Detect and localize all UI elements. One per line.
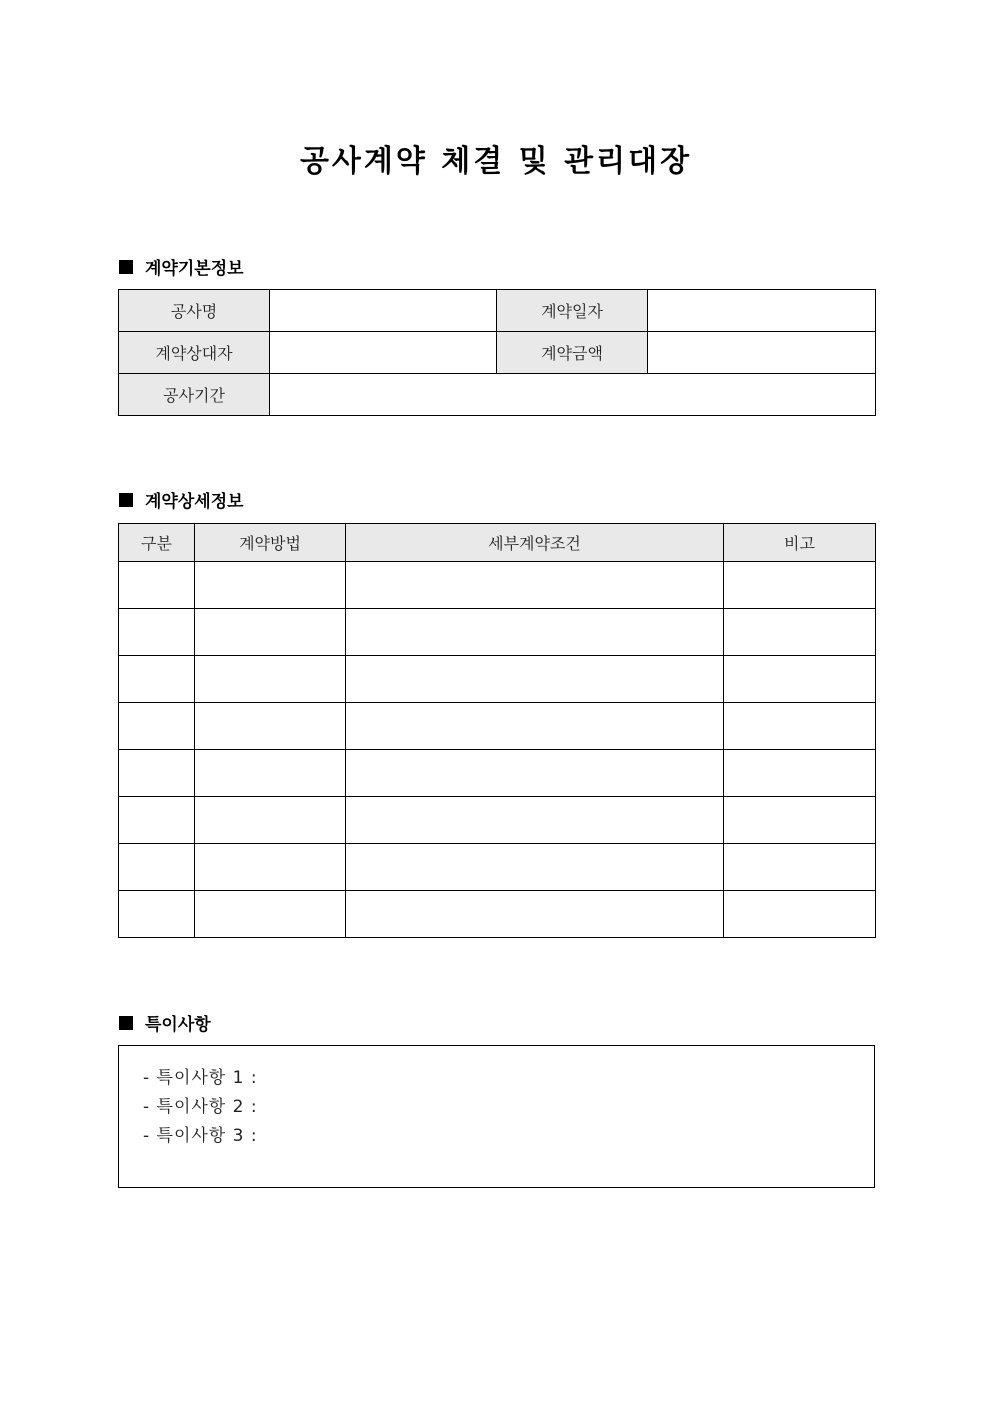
column-header-method: 계약방법 (195, 524, 346, 562)
section-heading-basic (119, 254, 244, 279)
period-label: 공사기간 (119, 374, 270, 416)
square-bullet-icon (119, 260, 133, 274)
table-cell[interactable] (346, 703, 724, 750)
table-cell[interactable] (724, 750, 876, 797)
table-cell[interactable] (346, 656, 724, 703)
section-heading-notes (119, 1010, 211, 1035)
column-header-category: 구분 (119, 524, 195, 562)
table-cell[interactable] (119, 797, 195, 844)
counterparty-label: 계약상대자 (119, 332, 270, 374)
project-name-label: 공사명 (119, 290, 270, 332)
project-name-field[interactable] (270, 290, 497, 332)
table-cell[interactable] (195, 609, 346, 656)
table-cell[interactable] (724, 656, 876, 703)
page-title: 공사계약 체결 및 관리대장 (299, 144, 693, 179)
table-cell[interactable] (346, 750, 724, 797)
table-row (119, 797, 876, 844)
section-heading-basic-label: 계약기본정보 (145, 259, 244, 279)
table-row (119, 750, 876, 797)
period-field[interactable] (270, 374, 876, 416)
section-heading-detail-label: 계약상세정보 (145, 492, 244, 512)
table-cell[interactable] (195, 844, 346, 891)
table-row (119, 609, 876, 656)
table-cell[interactable] (195, 797, 346, 844)
table-cell[interactable] (724, 891, 876, 938)
table-cell[interactable] (195, 703, 346, 750)
table-cell[interactable] (119, 656, 195, 703)
table-cell[interactable] (195, 891, 346, 938)
basic-info-table (118, 289, 876, 416)
notes-list (119, 1046, 874, 1151)
table-row (119, 844, 876, 891)
table-row (119, 703, 876, 750)
notes-box[interactable] (118, 1045, 875, 1188)
table-cell[interactable] (346, 797, 724, 844)
table-row (119, 656, 876, 703)
table-cell[interactable] (119, 844, 195, 891)
detail-info-table (118, 523, 876, 938)
list-item: - 특이사항 1 : (143, 1068, 258, 1088)
table-cell[interactable] (119, 703, 195, 750)
table-cell[interactable] (119, 750, 195, 797)
table-cell[interactable] (195, 750, 346, 797)
list-item: - 특이사항 2 : (143, 1097, 258, 1117)
table-cell[interactable] (346, 609, 724, 656)
table-cell[interactable] (724, 703, 876, 750)
table-cell[interactable] (119, 562, 195, 609)
table-cell[interactable] (346, 844, 724, 891)
list-item: - 특이사항 3 : (143, 1126, 258, 1146)
contract-amount-label: 계약금액 (497, 332, 648, 374)
table-cell[interactable] (346, 891, 724, 938)
table-cell[interactable] (724, 797, 876, 844)
table-row (119, 562, 876, 609)
square-bullet-icon (119, 1016, 133, 1030)
contract-amount-field[interactable] (648, 332, 876, 374)
table-row (119, 374, 876, 416)
table-cell[interactable] (195, 656, 346, 703)
counterparty-field[interactable] (270, 332, 497, 374)
contract-date-field[interactable] (648, 290, 876, 332)
table-row (119, 290, 876, 332)
section-heading-detail (119, 487, 244, 512)
column-header-remarks: 비고 (724, 524, 876, 562)
column-header-conditions: 세부계약조건 (346, 524, 724, 562)
table-header-row (119, 524, 876, 562)
table-cell[interactable] (119, 609, 195, 656)
table-cell[interactable] (724, 844, 876, 891)
table-cell[interactable] (724, 609, 876, 656)
table-cell[interactable] (724, 562, 876, 609)
table-row (119, 891, 876, 938)
table-cell[interactable] (195, 562, 346, 609)
contract-date-label: 계약일자 (497, 290, 648, 332)
section-heading-notes-label: 특이사항 (145, 1015, 211, 1035)
square-bullet-icon (119, 493, 133, 507)
table-cell[interactable] (119, 891, 195, 938)
table-row (119, 332, 876, 374)
table-cell[interactable] (346, 562, 724, 609)
